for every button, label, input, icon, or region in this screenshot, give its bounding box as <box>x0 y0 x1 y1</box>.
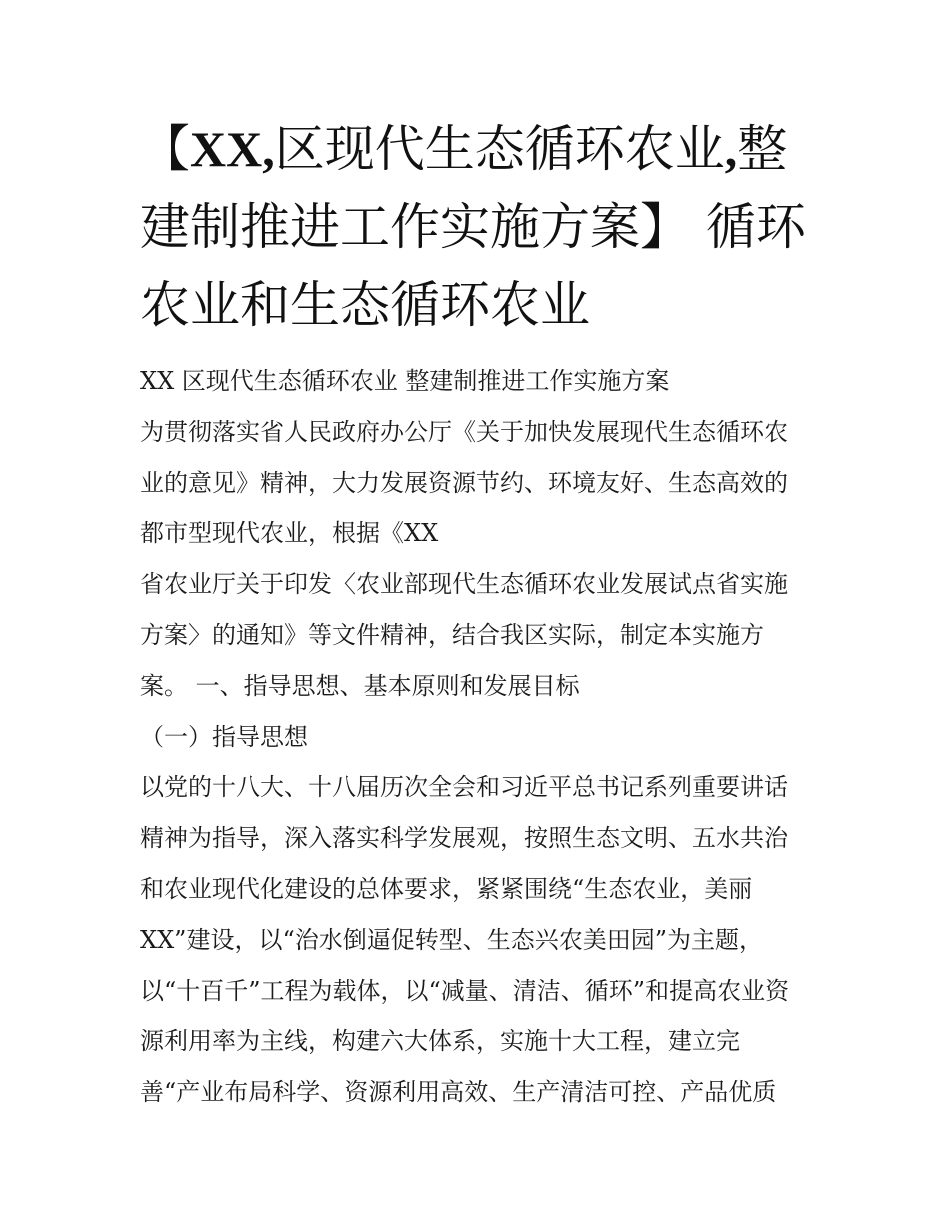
body-line: 以“十百千”工程为载体，以“减量、清洁、循环”和提高农业资 <box>140 976 790 1005</box>
title-line-1-latin: XX, <box>190 121 275 177</box>
section-heading: （一）指导思想 <box>140 722 308 751</box>
title-line-1 <box>140 110 820 188</box>
body-line: 都市型现代农业，根据《XX <box>140 519 439 548</box>
body-line: 善“产业布局科学、资源利用高效、生产清洁可控、产品优质 <box>140 1078 777 1107</box>
body-line: XX”建设，以“治水倒逼促转型、生态兴农美田园”为主题， <box>140 925 763 954</box>
body-line: 为贯彻落实省人民政府办公厅《关于加快发展现代生态循环农 <box>140 417 788 446</box>
body-line: 案。 一、指导思想、基本原则和发展目标 <box>140 671 580 700</box>
title-line-1-suffix: 整 <box>737 120 788 178</box>
body-line: 和农业现代化建设的总体要求，紧紧围绕“生态农业，美丽 <box>140 874 753 903</box>
body-line: 以党的十八大、十八届历次全会和习近平总书记系列重要讲话 <box>140 773 788 802</box>
body-line: 源利用率为主线，构建六大体系，实施十大工程，建立完 <box>140 1027 740 1056</box>
title-line-3: 农业和生态循环农业 <box>140 276 590 334</box>
body-line: 精神为指导，深入落实科学发展观，按照生态文明、五水共治 <box>140 824 788 853</box>
title-line-1-prefix: 【 <box>140 120 190 178</box>
body-line: 业的意见》精神，大力发展资源节约、环境友好、生态高效的 <box>140 468 788 497</box>
body-line: 方案〉的通知》等文件精神，结合我区实际，制定本实施方 <box>140 620 764 649</box>
document-title <box>140 110 820 344</box>
title-line-1-mid: 区现代生态循环农业 <box>274 120 725 178</box>
document-body <box>140 356 820 1118</box>
body-line: 省农业厅关于印发〈农业部现代生态循环农业发展试点省实施 <box>140 570 788 599</box>
title-line-1-comma: , <box>724 121 738 177</box>
body-line: XX 区现代生态循环农业 整建制推进工作实施方案 <box>140 367 670 395</box>
title-line-2: 建制推进工作实施方案】 循环 <box>140 198 806 256</box>
